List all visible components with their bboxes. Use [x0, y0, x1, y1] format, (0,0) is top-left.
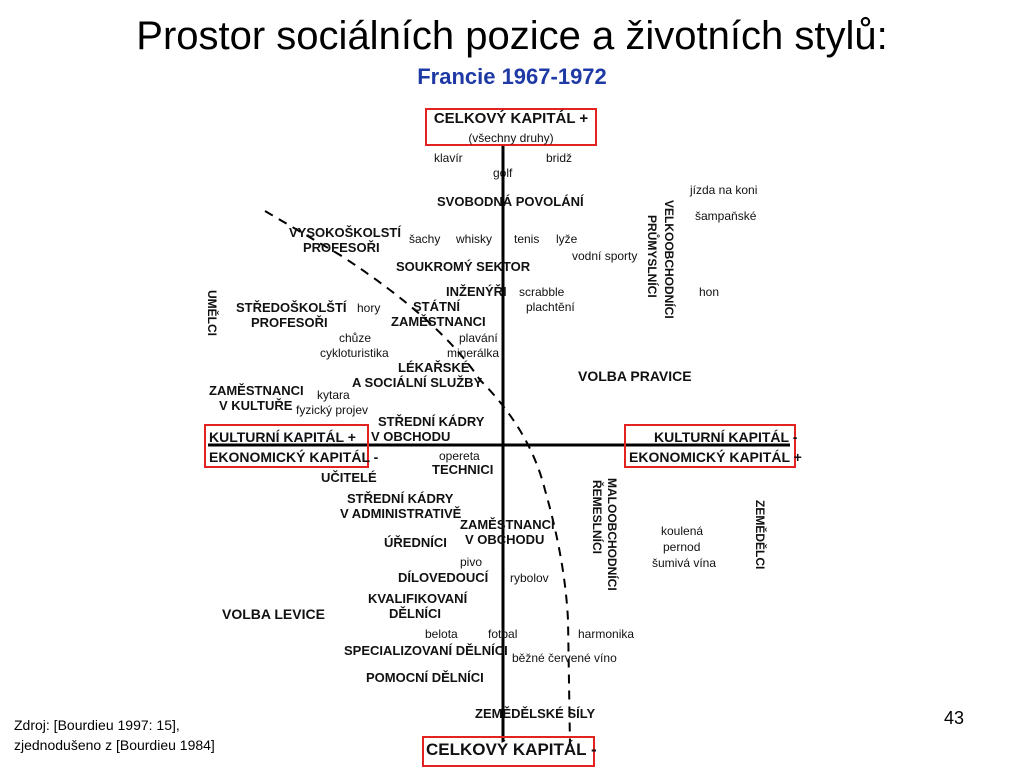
vlabel-maloobchodnici: MALOOBCHODNÍCI	[605, 478, 619, 591]
slide-subtitle: Francie 1967-1972	[417, 64, 607, 89]
label-uradnici: ÚŘEDNÍCI	[384, 535, 447, 550]
label-sampanske: šampaňské	[695, 209, 757, 223]
label-kvalifikovani-2: DĚLNÍCI	[389, 606, 441, 621]
label-chuze: chůze	[339, 331, 372, 345]
label-cykloturistika: cykloturistika	[320, 346, 389, 360]
box-right-capital	[624, 424, 802, 468]
label-pomocni: POMOCNÍ DĚLNÍCI	[366, 670, 484, 685]
region-left-label: VOLBA LEVICE	[222, 606, 325, 622]
label-tenis: tenis	[514, 232, 540, 246]
label-whisky: whisky	[456, 232, 493, 246]
box-total-capital-minus	[422, 736, 595, 767]
label-bridz: bridž	[546, 151, 573, 165]
label-bezne-vino: běžné červené víno	[512, 651, 617, 665]
label-belota: belota	[425, 627, 458, 641]
source-line-2: zjednodušeno z [Bourdieu 1984]	[14, 737, 215, 753]
label-opereta: opereta	[439, 449, 480, 463]
label-kvalifikovani-1: KVALIFIKOVANÍ	[368, 591, 468, 606]
slide-title: Prostor sociálních pozice a životních stylů:	[136, 14, 888, 58]
label-lyze: lyže	[556, 232, 578, 246]
label-klavir: klavír	[434, 151, 463, 165]
box-total-capital-minus-label: CELKOVÝ KAPITÁL -	[426, 740, 597, 759]
label-mineralka: minerálka	[447, 346, 500, 360]
box-right-economic-plus: EKONOMICKÝ KAPITÁL +	[629, 449, 802, 465]
label-sachy: šachy	[409, 232, 441, 246]
box-right-cultural-minus: KULTURNÍ KAPITÁL -	[654, 429, 798, 445]
label-zamestnanci-kultury-2: V KULTUŘE	[219, 398, 293, 413]
label-stredni-kadry-obchod-2: V OBCHODU	[371, 429, 451, 444]
label-kytara: kytara	[317, 388, 350, 402]
label-golf: golf	[493, 166, 513, 180]
label-fyzicky-projev: fyzický projev	[296, 403, 369, 417]
label-koulena: koulená	[661, 524, 704, 538]
source-note	[14, 715, 215, 755]
label-plavani: plavání	[459, 331, 498, 345]
label-vysokoskolsti-1: VYSOKOŠKOLSTÍ	[289, 225, 401, 240]
label-lekarske-1: LÉKAŘSKÉ	[398, 360, 470, 375]
source-line-1: Zdroj: [Bourdieu 1997: 15],	[14, 717, 180, 733]
label-statni-2: ZAMĚSTNANCI	[391, 314, 486, 329]
label-pivo: pivo	[460, 555, 483, 569]
label-hon: hon	[699, 285, 720, 299]
label-sumiva-vina: šumivá vína	[652, 556, 717, 570]
label-fotbal: fotbal	[488, 627, 518, 641]
label-stredni-kadry-admin-1: STŘEDNÍ KÁDRY	[347, 491, 454, 506]
box-total-capital-plus-sub: (všechny druhy)	[468, 131, 554, 145]
box-left-economic-minus: EKONOMICKÝ KAPITÁL -	[209, 449, 379, 465]
label-rybolov: rybolov	[510, 571, 549, 585]
label-zamestnanci-kultury-1: ZAMĚSTNANCI	[209, 383, 304, 398]
label-stredoskolsti-2: PROFESOŘI	[251, 315, 328, 330]
label-plachteni: plachtění	[526, 300, 575, 314]
label-stredoskolsti-1: STŘEDOŠKOLŠTÍ	[236, 300, 347, 315]
label-jizda-na-koni: jízda na koni	[690, 183, 758, 197]
label-dilovedouci: DÍLOVEDOUCÍ	[398, 570, 489, 585]
label-statni-1: STÁTNÍ	[413, 299, 460, 314]
box-total-capital-plus-label: CELKOVÝ KAPITÁL +	[433, 110, 589, 127]
label-technici: TECHNICI	[432, 462, 494, 477]
vlabel-prumyslnici: PRŮMYSLNÍCI	[645, 215, 659, 298]
label-inzenyri: INŽENÝŘI	[446, 284, 507, 299]
label-hory: hory	[357, 301, 381, 315]
label-soukromy-sektor: SOUKROMÝ SEKTOR	[396, 259, 531, 274]
label-harmonika: harmonika	[578, 627, 635, 641]
box-left-capital	[204, 424, 379, 468]
label-zamestnanci-obchod-2: V OBCHODU	[465, 532, 545, 547]
vlabel-remeslnici: ŘEMESLNÍCI	[590, 480, 604, 555]
label-specializovani: SPECIALIZOVANÍ DĚLNÍCI	[344, 643, 508, 658]
label-vodni-sporty: vodní sporty	[572, 249, 638, 263]
vlabel-velkoobchodnici: VELKOOBCHODNÍCI	[662, 200, 676, 319]
label-ucitele: UČITELÉ	[321, 470, 377, 485]
region-right-label: VOLBA PRAVICE	[578, 368, 692, 384]
box-left-cultural-plus: KULTURNÍ KAPITÁL +	[209, 429, 356, 445]
label-pernod: pernod	[663, 540, 701, 554]
page-number: 43	[943, 708, 964, 728]
label-stredni-kadry-obchod-1: STŘEDNÍ KÁDRY	[378, 414, 485, 429]
vlabel-zemedelci: ZEMĚDĚLCI	[753, 500, 767, 570]
label-scrabble: scrabble	[519, 285, 565, 299]
label-zemedelske-sily: ZEMĚDĚLSKÉ SÍLY	[475, 706, 596, 721]
label-stredni-kadry-admin-2: V ADMINISTRATIVĚ	[340, 506, 462, 521]
label-vysokoskolsti-2: PROFESOŘI	[303, 240, 380, 255]
vlabel-umelci: UMĚLCI	[205, 290, 219, 336]
label-lekarske-2: A SOCIÁLNÍ SLUŽBY	[352, 375, 483, 390]
box-total-capital-plus	[425, 108, 597, 146]
label-svobodna-povolani: SVOBODNÁ POVOLÁNÍ	[437, 194, 584, 209]
label-zamestnanci-obchod-1: ZAMĚSTNANCI	[460, 517, 555, 532]
